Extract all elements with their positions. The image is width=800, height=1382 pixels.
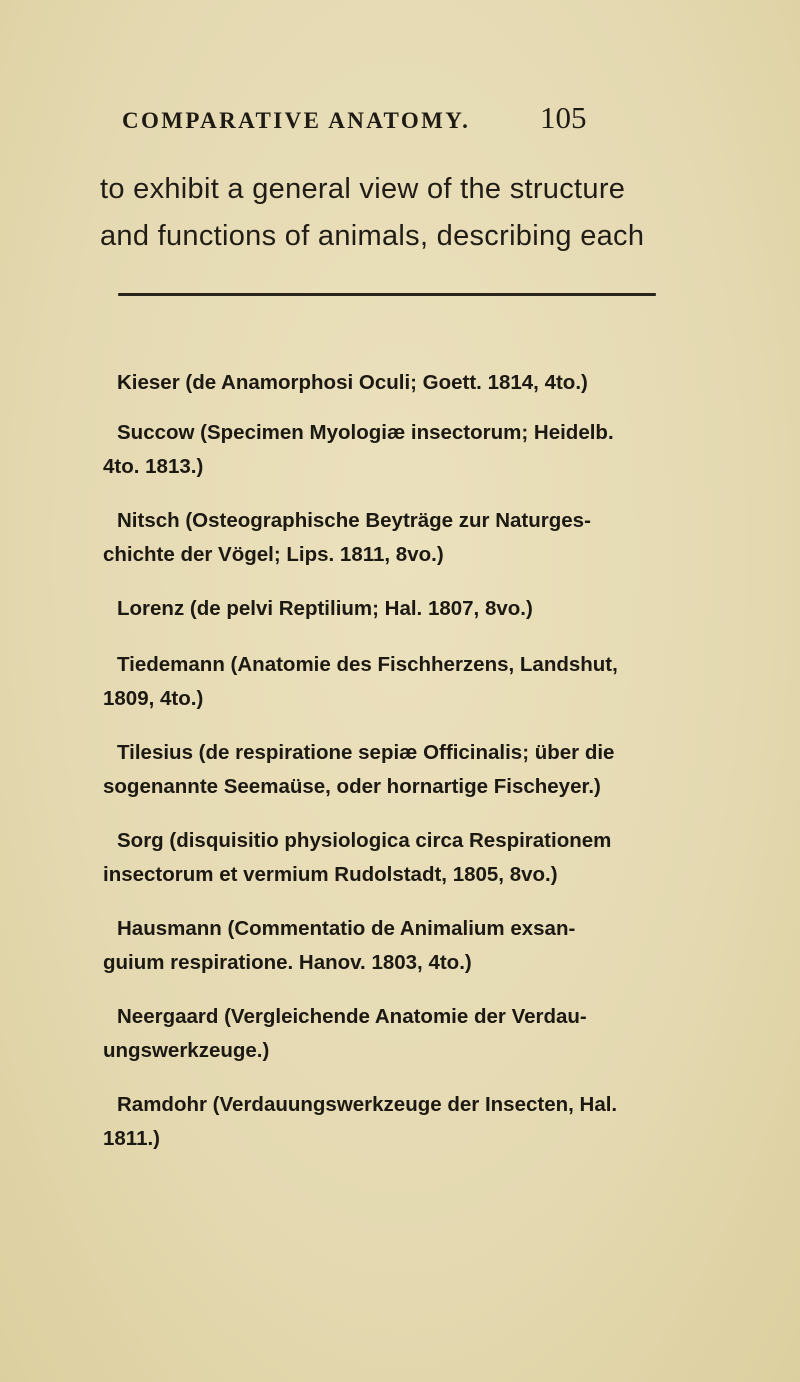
reference-line: 1809, 4to.) <box>103 687 204 710</box>
intro-line: and functions of animals, describing each <box>100 220 645 252</box>
reference-line: Lorenz (de pelvi Reptilium; Hal. 1807, 8vo.) <box>117 597 533 620</box>
reference-entry <box>117 366 588 400</box>
reference-line: ungswerkzeuge.) <box>103 1039 270 1062</box>
reference-line: chichte der Vögel; Lips. 1811, 8vo.) <box>103 543 444 566</box>
reference-entry <box>103 504 591 572</box>
page-number: 105 <box>540 100 587 135</box>
reference-line: Sorg (disquisitio physiologica circa Respirationem <box>117 829 612 852</box>
page-header <box>0 100 800 144</box>
reference-line: Neergaard (Vergleichende Anatomie der Verdau- <box>117 1005 587 1028</box>
running-head: COMPARATIVE ANATOMY. <box>122 108 471 133</box>
reference-line: Tilesius (de respiratione sepiæ Officinalis; über die <box>117 741 615 764</box>
reference-line: guium respiratione. Hanov. 1803, 4to.) <box>103 951 472 974</box>
intro-line: to exhibit a general view of the structure <box>100 173 626 205</box>
intro-paragraph <box>100 166 720 260</box>
reference-line: Succow (Specimen Myologiæ insectorum; Heidelb. <box>117 421 614 444</box>
reference-line: insectorum et vermium Rudolstadt, 1805, 8vo.) <box>103 863 558 886</box>
reference-line: sogenannte Seemaüse, oder hornartige Fischeyer.) <box>103 775 601 798</box>
reference-entry <box>103 1000 587 1068</box>
reference-entry <box>103 648 618 716</box>
reference-entry <box>103 416 614 484</box>
reference-line: Nitsch (Osteographische Beyträge zur Naturges- <box>117 509 591 532</box>
reference-line: Tiedemann (Anatomie des Fischherzens, Landshut, <box>117 653 618 676</box>
reference-line: Kieser (de Anamorphosi Oculi; Goett. 1814, 4to.) <box>117 371 588 394</box>
reference-entry <box>103 736 615 804</box>
reference-entry <box>103 912 576 980</box>
reference-entry <box>103 1088 618 1156</box>
reference-line: 1811.) <box>103 1127 160 1150</box>
reference-line: Hausmann (Commentatio de Animalium exsan- <box>117 917 576 940</box>
reference-entry <box>117 592 533 626</box>
section-divider <box>118 293 656 296</box>
reference-line: 4to. 1813.) <box>103 455 204 478</box>
reference-entry <box>103 824 612 892</box>
reference-line: Ramdohr (Verdauungswerkzeuge der Insecten, Hal. <box>117 1093 618 1116</box>
